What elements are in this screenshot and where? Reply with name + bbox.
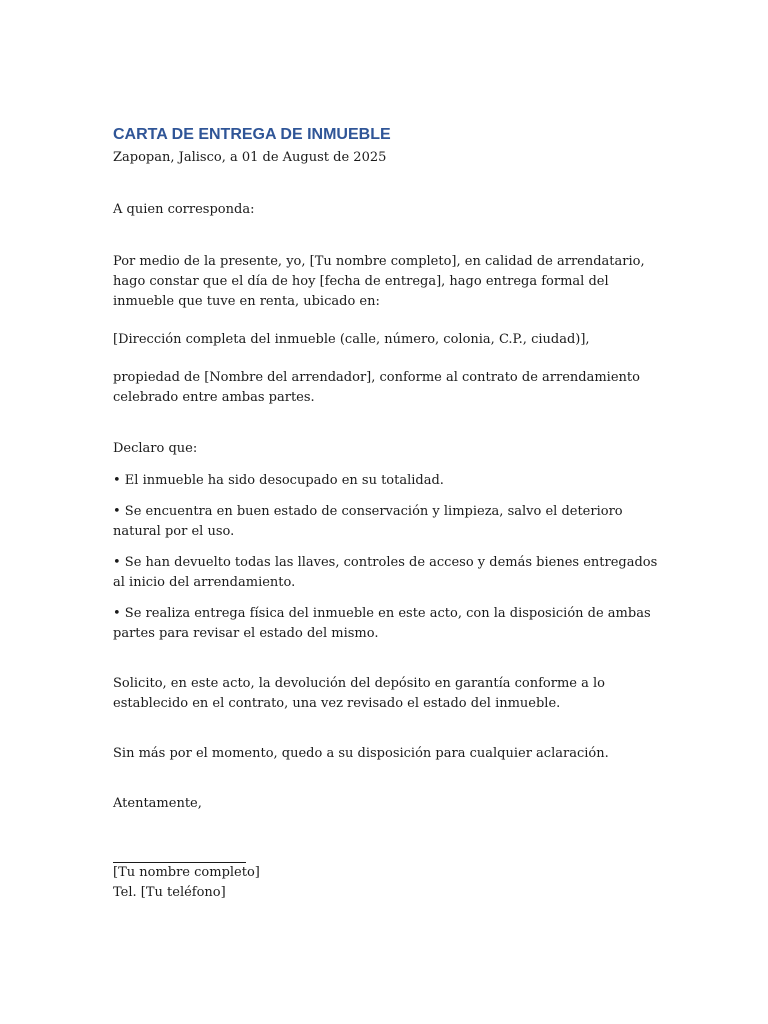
declaration-item: • Se encuentra en buen estado de conservación y limpieza, salvo el deterioro natural por el uso. bbox=[113, 504, 623, 539]
declaration-item: • El inmueble ha sido desocupado en su totalidad. bbox=[113, 473, 444, 488]
greeting: A quien corresponda: bbox=[113, 202, 255, 217]
closing-paragraph: Sin más por el momento, quedo a su disposición para cualquier aclaración. bbox=[113, 746, 609, 761]
declaration-heading: Declaro que: bbox=[113, 441, 198, 456]
signature-line bbox=[113, 846, 246, 863]
date-line: Zapopan, Jalisco, a 01 de August de 2025 bbox=[113, 150, 387, 165]
letter-title: CARTA DE ENTREGA DE INMUEBLE bbox=[113, 126, 391, 143]
signature-phone: Tel. [Tu teléfono] bbox=[113, 885, 226, 900]
signature-name: [Tu nombre completo] bbox=[113, 865, 260, 880]
regards: Atentamente, bbox=[113, 796, 202, 811]
address-paragraph: [Dirección completa del inmueble (calle, número, colonia, C.P., ciudad)], bbox=[113, 332, 590, 347]
declaration-item: • Se realiza entrega física del inmueble en este acto, con la disposición de ambas partes para revisar el estado del mismo. bbox=[113, 606, 651, 641]
declaration-item: • Se han devuelto todas las llaves, controles de acceso y demás bienes entregados al inicio del arrendamiento. bbox=[113, 555, 658, 590]
deposit-request-paragraph: Solicito, en este acto, la devolución del depósito en garantía conforme a lo establecido en el contrato, una vez revisado el estado del inmueble. bbox=[113, 676, 605, 711]
owner-paragraph: propiedad de [Nombre del arrendador], conforme al contrato de arrendamiento celebrado entre ambas partes. bbox=[113, 370, 640, 405]
intro-paragraph: Por medio de la presente, yo, [Tu nombre completo], en calidad de arrendatario, hago constar que el día de hoy [fecha de entrega], hago entrega formal del inmueble que tuve en renta, ubicado en: bbox=[113, 254, 645, 309]
